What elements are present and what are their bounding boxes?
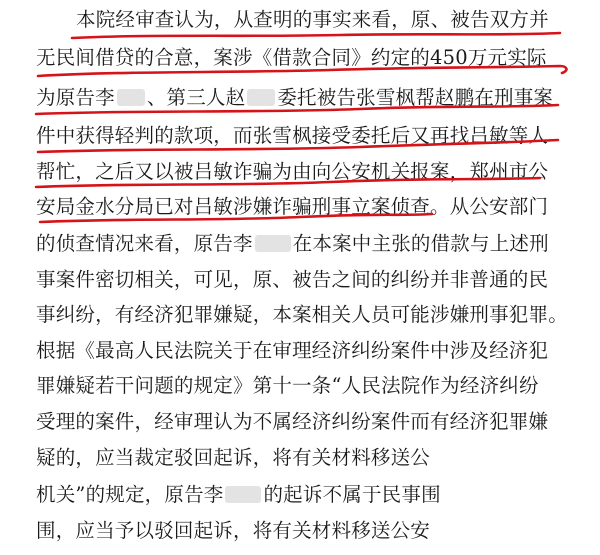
text-line-2: 无民间借贷的合意，案涉《借款合同》约定的450万元实际 — [36, 46, 547, 69]
text-line-14 — [36, 483, 441, 507]
text-line-7 — [36, 232, 549, 256]
redacted-name — [255, 235, 291, 252]
text-segment: 在本案中主张的借款与上述刑 — [292, 232, 549, 255]
text-segment: 、第三人赵 — [146, 86, 246, 109]
text-line-13: 疑的，应当裁定驳回起诉，将有关材料移送公 — [36, 446, 431, 469]
redacted-name — [247, 89, 275, 106]
text-line-8: 事案件密切相关，可见，原、被告之间的纠纷并非普通的民 — [36, 268, 549, 291]
text-line-3 — [36, 86, 553, 110]
redacted-name — [117, 89, 145, 106]
text-line-5: 帮忙，之后又以被吕敏诈骗为由向公安机关报案，郑州市公 — [36, 160, 549, 183]
text-segment: 委托被告张雪枫帮赵鹏在刑事案 — [277, 86, 554, 109]
text-line-12: 受理的案件，经审理认为不属经济纠纷案件而有经济犯罪嫌 — [36, 410, 549, 433]
text-segment: 机关”的规定，原告李 — [36, 483, 224, 506]
text-segment: 的侦查情况来看，原告李 — [36, 232, 253, 255]
text-line-6: 安局金水分局已对吕敏涉嫌诈骗刑事立案侦查。从公安部门 — [36, 195, 549, 218]
text-line-9: 事纠纷，有经济犯罪嫌疑，本案相关人员可能涉嫌刑事犯罪。 — [36, 303, 568, 326]
text-line-11: 罪嫌疑若干问题的规定》第十一条“人民法院作为经济纠纷 — [36, 374, 539, 397]
text-line-4: 件中获得轻判的款项，而张雪枫接受委托后又再找吕敏等人 — [36, 124, 549, 147]
text-segment: 为原告李 — [36, 86, 115, 109]
redacted-name — [225, 486, 261, 503]
text-line-1: 本院经审查认为，从查明的事实来看，原、被告双方并 — [76, 8, 549, 31]
text-segment: 的起诉不属于民事围 — [263, 483, 441, 506]
text-line-10: 根据《最高人民法院关于在审理经济纠纷案件中涉及经济犯 — [36, 339, 549, 362]
text-line-15: 围，应当予以驳回起诉，将有关材料移送公安 — [36, 519, 431, 542]
red-underline-1 — [72, 33, 560, 38]
